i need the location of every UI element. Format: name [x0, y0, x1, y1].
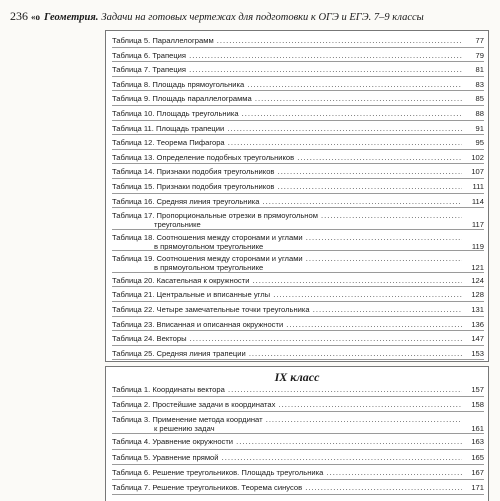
toc-entry-page: 163 — [471, 437, 484, 447]
toc-entry-label: Таблица 19. Соотношения между сторонами и углами ..... — [112, 254, 462, 263]
row-divider — [112, 90, 484, 91]
toc-entry-label: Таблица 16. Средняя линия треугольника ..... — [112, 197, 462, 206]
toc-entry-label: Таблица 20. Касательная к окружности ..... — [112, 276, 462, 285]
row-divider — [112, 76, 484, 77]
toc-entry-label: Таблица 6. Решение треугольников. Площадь треугольника ..... — [112, 468, 462, 477]
row-divider — [112, 286, 484, 287]
toc-entry-page: 83 — [475, 79, 484, 89]
row-divider — [112, 449, 484, 450]
toc-entry-page: 121 — [471, 263, 484, 273]
toc-entry-label: Таблица 5. Параллелограмм ..... — [112, 36, 462, 45]
toc-entry-page: 91 — [475, 123, 484, 133]
toc-entry-page: 117 — [471, 220, 484, 230]
toc-entry-page: 157 — [471, 385, 484, 394]
toc-entry-page: 128 — [471, 290, 484, 300]
toc-entry-label: Таблица 4. Уравнение окружности ..... — [112, 437, 462, 446]
toc-entry-page: 161 — [471, 424, 484, 434]
toc-entry-page: 107 — [471, 167, 484, 177]
toc-entry-page: 136 — [471, 319, 484, 329]
toc-entry-label: Таблица 6. Трапеция ..... — [112, 51, 462, 60]
row-divider — [112, 178, 484, 179]
toc-entry-label: Таблица 8. Площадь прямоугольника ..... — [112, 80, 462, 89]
toc-panel-viii — [105, 30, 489, 362]
row-divider — [112, 193, 484, 194]
row-divider — [112, 301, 484, 302]
toc-panel-ix — [105, 366, 489, 501]
toc-entry-page: 102 — [471, 152, 484, 162]
toc-entry-page: 85 — [475, 94, 484, 104]
toc-entry-page: 131 — [471, 304, 484, 314]
toc-entry-label: Таблица 10. Площадь треугольника ..... — [112, 109, 462, 118]
toc-entry[interactable] — [112, 254, 484, 273]
row-divider — [112, 149, 484, 150]
section-title: IX класс — [274, 370, 320, 384]
book-subtitle: Задачи на готовых чертежах для подготовки к ОГЭ и ЕГЭ. 7–9 классы — [101, 12, 424, 23]
row-divider — [112, 316, 484, 317]
toc-entry-label: Таблица 2. Простейшие задачи в координатах ..... — [112, 400, 462, 409]
toc-entry-label: Таблица 3. Применение метода координат ..... — [112, 415, 462, 424]
toc-entry-label: Таблица 11. Площадь трапеции ..... — [112, 124, 462, 133]
page-number: 236 — [10, 9, 28, 23]
row-divider — [112, 494, 484, 495]
toc-entry-label-continued: в прямоугольном треугольнике — [154, 263, 264, 273]
toc-entry-label-continued: к решению задач — [154, 424, 215, 434]
toc-entry-page: 114 — [471, 196, 484, 206]
toc-entry-label: Таблица 12. Теорема Пифагора ..... — [112, 138, 462, 147]
toc-entry-label: Таблица 25. Средняя линия трапеции ..... — [112, 349, 462, 358]
toc-entry-label: Таблица 22. Четыре замечательные точки треугольника ..... — [112, 305, 462, 314]
toc-entry-page: 165 — [471, 452, 484, 462]
toc-entry-page: 79 — [475, 50, 484, 60]
toc-entry-label: Таблица 17. Пропорциональные отрезки в прямоугольном ..... — [112, 211, 462, 220]
row-divider — [112, 229, 484, 230]
toc-entry-page: 147 — [471, 334, 484, 344]
row-divider — [112, 120, 484, 121]
row-divider — [112, 396, 484, 397]
row-divider — [112, 330, 484, 331]
toc-entry-label: Таблица 7. Решение треугольников. Теорема синусов ..... — [112, 483, 462, 492]
toc-entry-page: 171 — [471, 483, 484, 492]
header-mark: «о — [31, 12, 40, 22]
row-divider — [112, 359, 484, 360]
toc-entry-label: Таблица 7. Трапеция ..... — [112, 65, 462, 74]
row-divider — [112, 163, 484, 164]
toc-entry-page: 167 — [471, 467, 484, 477]
row-divider — [112, 207, 484, 208]
row-divider — [112, 250, 484, 251]
toc-entry-label: Таблица 5. Уравнение прямой ..... — [112, 453, 462, 462]
toc-entry-label: Таблица 21. Центральные и вписанные углы ..... — [112, 290, 462, 299]
row-divider — [112, 345, 484, 346]
toc-entry-label: Таблица 9. Площадь параллелограмма ..... — [112, 94, 462, 103]
toc-entry-label-continued: треугольнике — [154, 220, 201, 230]
toc-entry-page: 111 — [472, 182, 484, 191]
toc-entry[interactable] — [112, 415, 484, 434]
row-divider — [112, 272, 484, 273]
toc-entry-page: 124 — [471, 275, 484, 285]
row-divider — [112, 433, 484, 434]
toc-entry-page: 95 — [475, 138, 484, 148]
toc-entry-label: Таблица 23. Вписанная и описанная окружности ..... — [112, 320, 462, 329]
toc-entry-page: 77 — [475, 36, 484, 45]
row-divider — [112, 464, 484, 465]
toc-entry[interactable] — [112, 233, 484, 252]
row-divider — [112, 479, 484, 480]
toc-entry-label: Таблица 24. Векторы ..... — [112, 334, 462, 343]
toc-entry-label-continued: в прямоугольном треугольнике — [154, 241, 264, 251]
row-divider — [112, 411, 484, 412]
toc-entry-page: 81 — [475, 65, 484, 75]
toc-entry-page: 88 — [475, 109, 484, 118]
toc-entry-label: Таблица 18. Соотношения между сторонами и углами ..... — [112, 233, 462, 242]
row-divider — [112, 134, 484, 135]
toc-entry-label: Таблица 1. Координаты вектора ..... — [112, 385, 462, 394]
row-divider — [112, 47, 484, 48]
page-header — [10, 9, 485, 25]
row-divider — [112, 61, 484, 62]
toc-entry-page: 153 — [471, 348, 484, 358]
toc-entry-page: 119 — [471, 241, 484, 251]
toc-entry[interactable] — [112, 211, 484, 230]
toc-entry-page: 158 — [471, 400, 484, 410]
row-divider — [112, 105, 484, 106]
book-title: Геометрия. — [44, 12, 99, 23]
toc-entry-label: Таблица 15. Признаки подобия треугольников ..... — [112, 182, 462, 191]
toc-entry-label: Таблица 13. Определение подобных треугольников ..... — [112, 153, 462, 162]
toc-entry-label: Таблица 14. Признаки подобия треугольников ..... — [112, 167, 462, 176]
